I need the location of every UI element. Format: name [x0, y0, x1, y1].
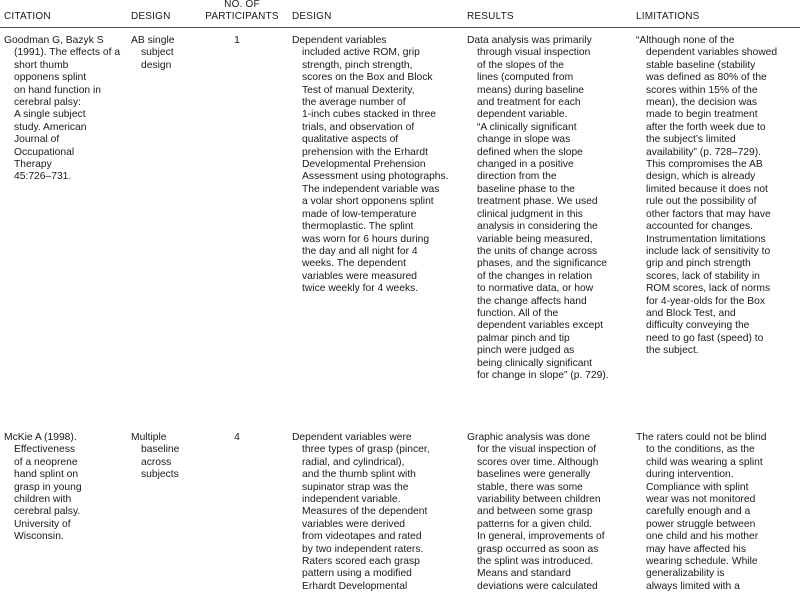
design-cell: AB single subject design [131, 35, 175, 71]
design-detail-cell: Dependent variables included active ROM, grip strength, pinch strength, scores on the Box and Block Test of manual Dexterity, the average number of 1-inch cubes stacked in three trials, and observation of qualitative aspects of prehension with the Erhardt Developmental Prehension Assessment using photographs. The independent variable was a volar short opponens splint made of low-temperature thermoplastic. The splint was worn for 6 hours during the day and all night for 4 weeks. The dependent variables were measured twice weekly for 4 weeks. [292, 35, 449, 295]
header-results: RESULTS [467, 10, 514, 22]
header-design-detail: DESIGN [292, 10, 332, 22]
header-limitations: LIMITATIONS [636, 10, 700, 22]
design-cell: Multiple baseline across subjects [131, 432, 180, 481]
header-citation: CITATION [4, 10, 51, 22]
citation-cell: Goodman G, Bazyk S (1991). The effects of a short thumb opponens splint on hand function in cerebral palsy: A single subject study. American Journal of Occupational Therapy 45:726–731. [4, 35, 121, 183]
header-participants: NO. OF PARTICIPANTS [205, 0, 279, 22]
header-design: DESIGN [131, 10, 171, 22]
participants-cell: 1 [234, 35, 240, 46]
design-detail-cell: Dependent variables were three types of grasp (pincer, radial, and cylindrical), and the thumb splint with supinator strap was the independent variable. Measures of the dependent variables were derived from videotapes and rated by two independent raters. Raters scored each grasp pattern using a modified Erhardt Developmental [292, 432, 430, 592]
results-cell: Data analysis was primarily through visual inspection of the slopes of the lines (computed from means) during baseline and treatment for each dependent variable. “A clinically significant change in slope was defined when the slope changed in a positive direction from the baseline phase to the treatment phase. We used clinical judgment in this analysis in considering the variable being measured, the units of change across phases, and the significance of the changes in relation to normative data, or how the change affects hand function. All of the dependent variables except palmar pinch and tip pinch were judged as being clinically significant for change in slope” (p. 729). [467, 35, 609, 381]
participants-cell: 4 [234, 432, 240, 443]
results-cell: Graphic analysis was done for the visual inspection of scores over time. Although baselines were generally stable, there was some variability between children and between some grasp patterns for a given child. In general, improvements of grasp occurred as soon as the splint was introduced. Means and standard deviations were calculated [467, 432, 605, 592]
citation-cell: McKie A (1998). Effectiveness of a neoprene hand splint on grasp in young children with cerebral palsy. University of Wisconsin. [4, 432, 82, 543]
table-header [0, 0, 800, 28]
limitations-cell: “Although none of the dependent variables showed stable baseline (stability was defined as 80% of the scores within 15% of the mean), the decision was made to begin treatment after the forth week due to the subject’s limited availability” (p. 728–729). This compromises the AB design, which is already limited because it does not rule out the possibility of other factors that may have accounted for changes. Instrumentation limitations include lack of sensitivity to grip and pinch strength scores, lack of stability in ROM scores, lack of norms for 4-year-olds for the Box and Block Test, and difficulty conveying the need to go fast (speed) to the subject. [636, 35, 778, 357]
limitations-cell: The raters could not be blind to the conditions, as the child was wearing a splint during intervention. Compliance with splint wear was not monitored carefully enough and a power struggle between one child and his mother may have affected his wearing schedule. While generalizability is always limited with a [636, 432, 767, 592]
